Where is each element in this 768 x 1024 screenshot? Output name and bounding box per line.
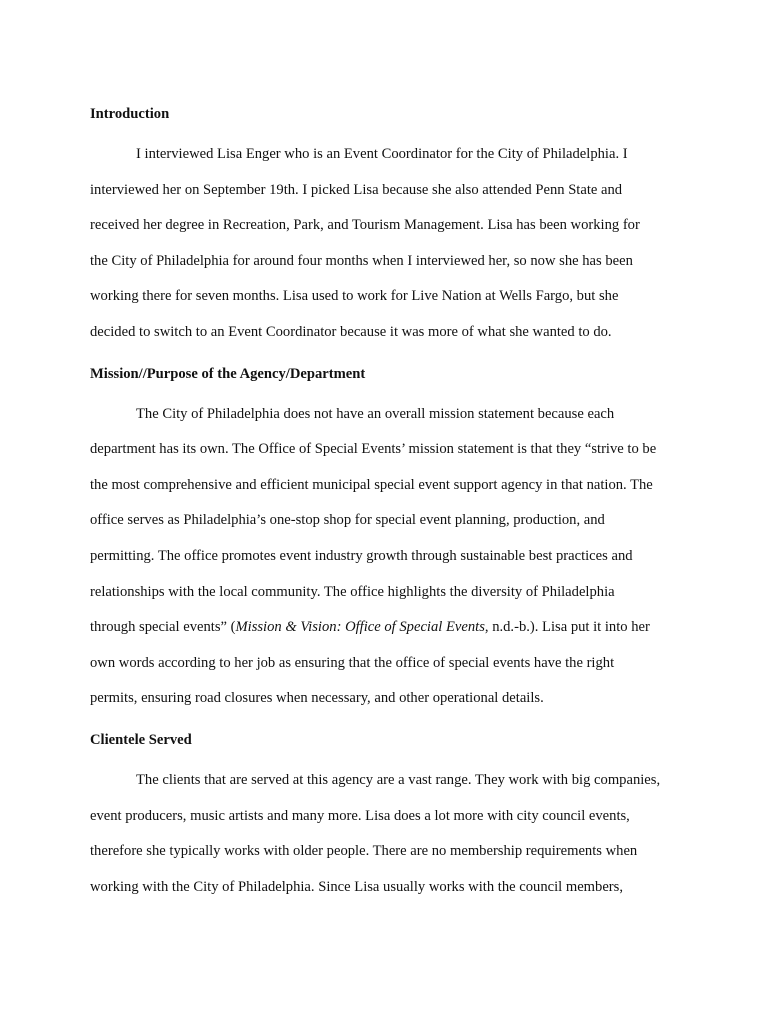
text-line: working there for seven months. Lisa used to work for Live Nation at Wells Fargo, but she (90, 288, 619, 305)
citation-line (90, 610, 690, 646)
paragraph-clientele (90, 763, 690, 905)
section-heading-mission: Mission//Purpose of the Agency/Department (90, 365, 366, 382)
text-line: therefore she typically works with older people. There are no membership requirements when (90, 843, 638, 860)
section-heading-introduction: Introduction (90, 106, 170, 122)
text-line: decided to switch to an Event Coordinator because it was more of what she wanted to do. (90, 323, 612, 340)
text-line: the City of Philadelphia for around four months when I interviewed her, so now she has been (90, 252, 633, 269)
text-line: The clients that are served at this agency are a vast range. They work with big companies, (136, 771, 661, 788)
text-line: department has its own. The Office of Special Events’ mission statement is that they “strive to be (90, 441, 657, 458)
text-line: permitting. The office promotes event industry growth through sustainable best practices and (90, 547, 633, 564)
section-heading-clientele: Clientele Served (90, 731, 192, 748)
text-line: relationships with the local community. The office highlights the diversity of Philadelphia (90, 583, 615, 600)
text-line: The City of Philadelphia does not have an overall mission statement because each (136, 405, 615, 422)
text-line: own words according to her job as ensuring that the office of special events have the right (90, 654, 615, 671)
paragraph-mission (90, 397, 690, 717)
text-line: the most comprehensive and efficient municipal special event support agency in that nation. The (90, 476, 653, 493)
document-body (90, 102, 690, 905)
text-line: permits, ensuring road closures when necessary, and other operational details. (90, 690, 544, 707)
text-line: I interviewed Lisa Enger who is an Event Coordinator for the City of Philadelphia. I (136, 146, 628, 162)
citation-title: Mission & Vision: Office of Special Events (235, 619, 485, 636)
paragraph-introduction (90, 137, 690, 351)
citation-after: , n.d.-b.). Lisa put it into her (484, 619, 650, 636)
text-line: working with the City of Philadelphia. Since Lisa usually works with the council members, (90, 878, 623, 895)
text-line: office serves as Philadelphia’s one-stop shop for special event planning, production, and (90, 512, 605, 529)
text-line: received her degree in Recreation, Park, and Tourism Management. Lisa has been working for (90, 217, 640, 234)
citation-before: through special events” ( (90, 619, 236, 636)
text-line: interviewed her on September 19th. I picked Lisa because she also attended Penn State and (90, 181, 623, 198)
text-line: event producers, music artists and many more. Lisa does a lot more with city council events, (90, 807, 630, 824)
